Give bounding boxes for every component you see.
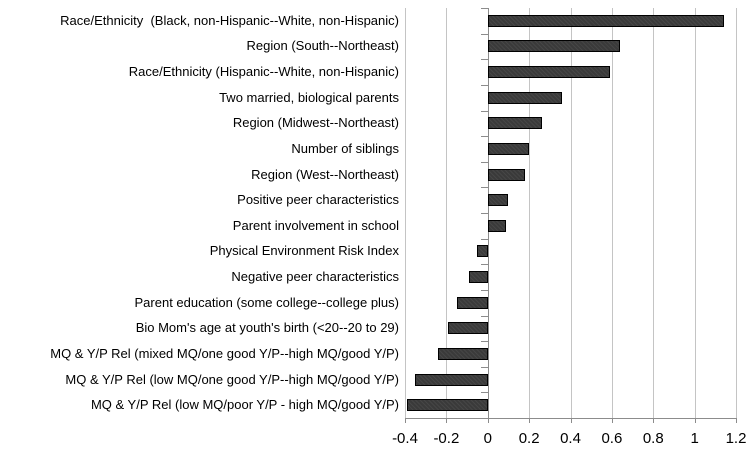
x-tick-label: 0.4	[560, 430, 581, 447]
x-axis-tick	[612, 418, 613, 423]
category-label: Race/Ethnicity (Black, non-Hispanic--White, non-Hispanic)	[60, 12, 399, 28]
category-label: Parent education (some college--college plus)	[134, 294, 399, 310]
x-tick-label: 0.6	[601, 430, 623, 447]
category-label: Region (South--Northeast)	[246, 38, 399, 54]
category-label: Region (Midwest--Northeast)	[232, 115, 399, 131]
x-tick-label: 0.2	[518, 430, 540, 447]
category-label: Race/Ethnicity (Hispanic--White, non-Hispanic)	[128, 64, 399, 80]
x-tick-label: -0.4	[392, 430, 418, 447]
x-tick-label: -0.2	[433, 430, 460, 447]
category-label: MQ & Y/P Rel (low MQ/poor Y/P - high MQ/good Y/P)	[90, 397, 399, 413]
x-tick-label: 0.8	[642, 430, 664, 447]
category-label: Region (West--Northeast)	[251, 166, 399, 182]
category-label: Negative peer characteristics	[231, 269, 399, 285]
x-axis-tick	[488, 418, 489, 423]
category-label: Parent involvement in school	[232, 217, 399, 233]
category-label: MQ & Y/P Rel (mixed MQ/one good Y/P--high MQ/good Y/P)	[50, 345, 399, 361]
category-label: Bio Mom's age at youth's birth (<20--20 to 29)	[135, 320, 399, 336]
x-axis-tick	[529, 418, 530, 423]
x-axis-tick	[736, 418, 737, 423]
category-label: Positive peer characteristics	[237, 192, 399, 208]
category-label: Two married, biological parents	[219, 89, 399, 105]
x-tick-label: 1	[690, 430, 699, 447]
x-axis-tick	[695, 418, 696, 423]
category-label: Number of siblings	[291, 140, 399, 156]
x-tick-label: 1.2	[725, 430, 747, 447]
x-axis-tick	[446, 418, 447, 423]
x-axis-tick	[653, 418, 654, 423]
x-axis-tick	[571, 418, 572, 423]
x-axis-tick	[405, 418, 406, 423]
category-label: MQ & Y/P Rel (low MQ/one good Y/P--high MQ/good Y/P)	[65, 371, 399, 387]
category-label: Physical Environment Risk Index	[209, 243, 399, 259]
x-tick-label: 0	[483, 430, 492, 447]
